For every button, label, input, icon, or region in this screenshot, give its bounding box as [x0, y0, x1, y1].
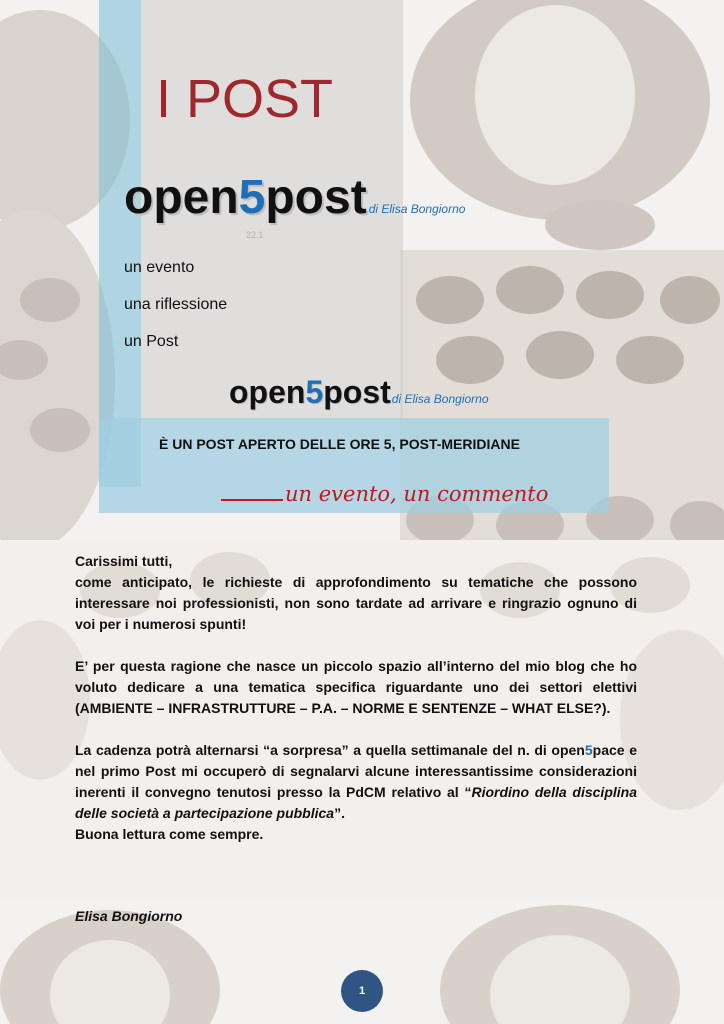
mini-number: 22.1 [246, 230, 264, 240]
script-tagline [221, 482, 548, 506]
decree-title: Riordino della disciplina delle società a partecipazione pubblica [75, 784, 637, 821]
brand-open: open [229, 374, 306, 410]
brand-byline: di Elisa Bongiorno [368, 202, 466, 216]
brand-logo-large [124, 170, 465, 225]
paragraph-2: E’ per questa ragione che nasce un piccolo spazio all’interno del mio blog che ho voluto dedicare a una tematica specifica riguardante uno dei settori elettivi (AMBIENTE – INFRASTRUTTURE – P.A. – NORME E SENTENZE – WHAT ELSE?). [75, 658, 637, 716]
tagline-list [124, 256, 227, 367]
paragraph-3a: La cadenza potrà alternarsi “a sorpresa” a quella settimanale del n. di [75, 742, 547, 758]
underline-rule [221, 499, 283, 501]
tagline-item: un Post [124, 333, 179, 350]
page-number: 1 [341, 970, 383, 1012]
brand-five: 5 [238, 171, 266, 224]
banner-subtitle: È UN POST APERTO DELLE ORE 5, POST-MERIDIANE [159, 436, 520, 452]
greeting: Carissimi tutti, [75, 553, 173, 569]
script-tagline-text: un evento, un commento [285, 482, 549, 506]
brand-five: 5 [305, 374, 324, 410]
brand-post: post [323, 374, 391, 410]
brand-open: open [124, 171, 239, 224]
blue-five: 5 [584, 742, 593, 758]
tagline-item: un evento [124, 259, 195, 276]
open-word: open [551, 742, 585, 758]
vertical-accent-panel [99, 0, 141, 487]
paragraph-1: come anticipato, le richieste di approfondimento su tematiche che possono interessare noi professionisti, non sono tardate ad arrivare e ringrazio ognuno di voi per i numerosi spunti! [75, 574, 637, 632]
letter-body [75, 551, 637, 845]
brand-byline: di Elisa Bongiorno [391, 392, 489, 406]
closing-line: Buona lettura come sempre. [75, 826, 264, 842]
signature: Elisa Bongiorno [75, 908, 183, 924]
paragraph-3b: pace e nel primo Post mi occuperò di segnalarvi alcune interessantissime considerazioni inerenti il convegno tenutosi presso la PdCM relativo al “ [75, 742, 637, 800]
page-title: I POST [156, 69, 334, 129]
tagline-item: una riflessione [124, 296, 228, 313]
paragraph-3c: ”. [334, 805, 345, 821]
brand-logo-small [229, 374, 489, 411]
brand-post: post [265, 171, 367, 224]
